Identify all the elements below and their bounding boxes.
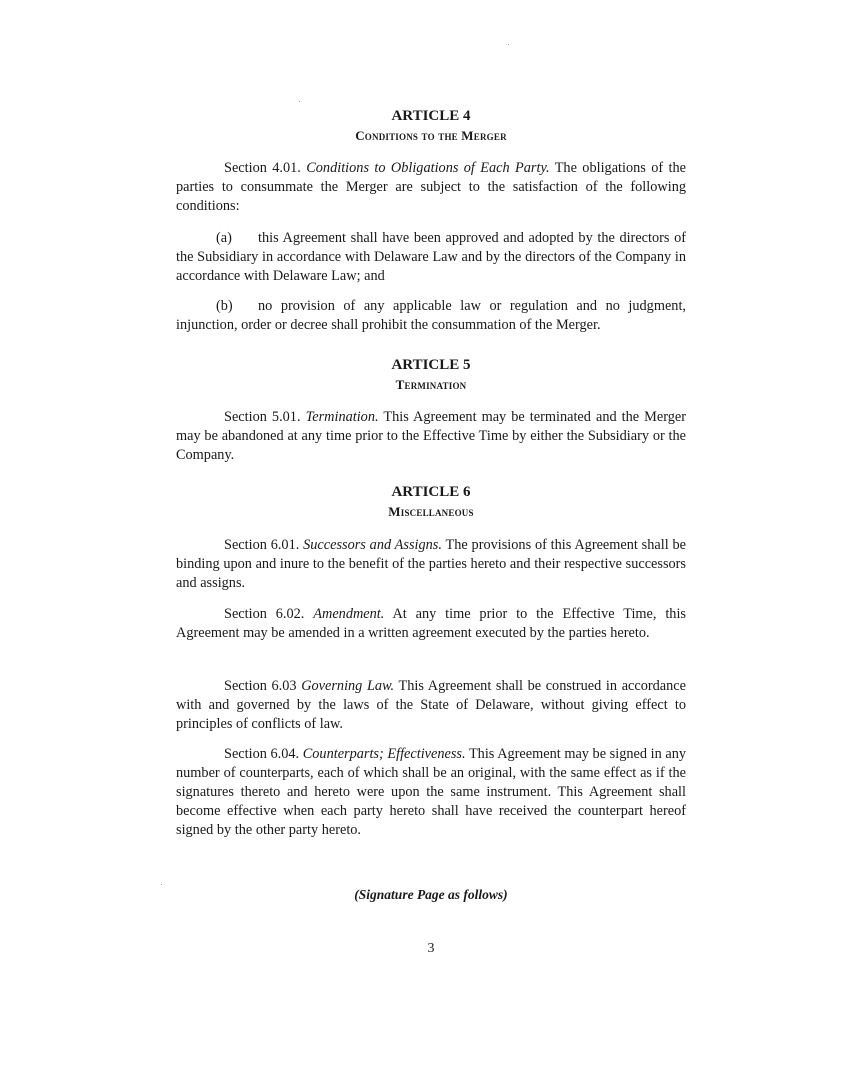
section-4-01 — [176, 159, 686, 216]
section-6-03-body: This Agreement shall be construed in accordance with and governed by the laws of the State of Delaware, without giving effect to principles of conflicts of law. — [176, 678, 686, 732]
section-6-03 — [176, 677, 686, 734]
page-number: 3 — [427, 941, 435, 956]
section-6-02-label: Section 6.02. — [224, 606, 305, 622]
section-5-01 — [176, 408, 686, 465]
article-4-title: Conditions to the Merger — [355, 128, 507, 143]
section-6-01 — [176, 536, 686, 593]
scan-speck — [508, 44, 509, 45]
section-6-02 — [176, 605, 686, 643]
article-6-title: Miscellaneous — [388, 504, 474, 519]
condition-item-a-marker: (a) — [216, 230, 232, 246]
section-6-01-heading: Successors and Assigns. — [303, 537, 442, 553]
article-5-number: ARTICLE 5 — [391, 357, 471, 373]
section-6-04-label: Section 6.04. — [224, 746, 300, 762]
condition-item-a-text: this Agreement shall have been approved and adopted by the directors of the Subsidiary in accordance with Delaware Law and by the directors of the Company in accordance with Delaware Law; and — [176, 230, 686, 284]
section-6-04-body: This Agreement may be signed in any number of counterparts, each of which shall be an original, with the same effect as if the signatures thereto and hereto were upon the same instrument. This Agreement shall become effective when each party hereto shall have received the counterpart hereof signed by the other party hereto. — [176, 746, 687, 838]
section-4-01-body: The obligations of the parties to consummate the Merger are subject to the satisfaction of the following conditions: — [176, 160, 686, 214]
section-4-01-heading: Conditions to Obligations of Each Party. — [306, 160, 550, 176]
section-5-01-body: This Agreement may be terminated and the Merger may be abandoned at any time prior to the Effective Time by either the Subsidiary or the Company. — [176, 409, 686, 463]
section-6-03-label: Section 6.03 — [224, 678, 297, 694]
condition-item-b-marker: (b) — [216, 298, 233, 314]
section-4-01-label: Section 4.01. — [224, 160, 301, 176]
section-6-03-heading: Governing Law. — [301, 678, 395, 694]
section-6-01-label: Section 6.01. — [224, 537, 300, 553]
section-6-01-body: The provisions of this Agreement shall be binding upon and inure to the benefit of the parties hereto and their respective successors and assigns. — [176, 537, 686, 591]
scan-speck — [161, 884, 162, 885]
section-6-04-heading: Counterparts; Effectiveness. — [302, 746, 466, 762]
signature-page-note: (Signature Page as follows) — [354, 887, 508, 902]
condition-item-b — [176, 297, 686, 335]
article-6-number: ARTICLE 6 — [391, 484, 471, 500]
article-5-title: Termination — [395, 377, 467, 392]
condition-item-a — [176, 229, 686, 286]
section-6-02-body: At any time prior to the Effective Time, this Agreement may be amended in a written agreement executed by the parties hereto. — [176, 606, 686, 641]
section-6-02-heading: Amendment. — [313, 606, 385, 622]
scan-speck — [299, 101, 300, 102]
section-5-01-heading: Termination. — [305, 409, 379, 425]
article-4-number: ARTICLE 4 — [391, 108, 471, 124]
condition-item-b-text: no provision of any applicable law or regulation and no judgment, injunction, order or decree shall prohibit the consummation of the Merger. — [176, 298, 686, 333]
section-6-04 — [176, 745, 686, 840]
section-5-01-label: Section 5.01. — [224, 409, 301, 425]
